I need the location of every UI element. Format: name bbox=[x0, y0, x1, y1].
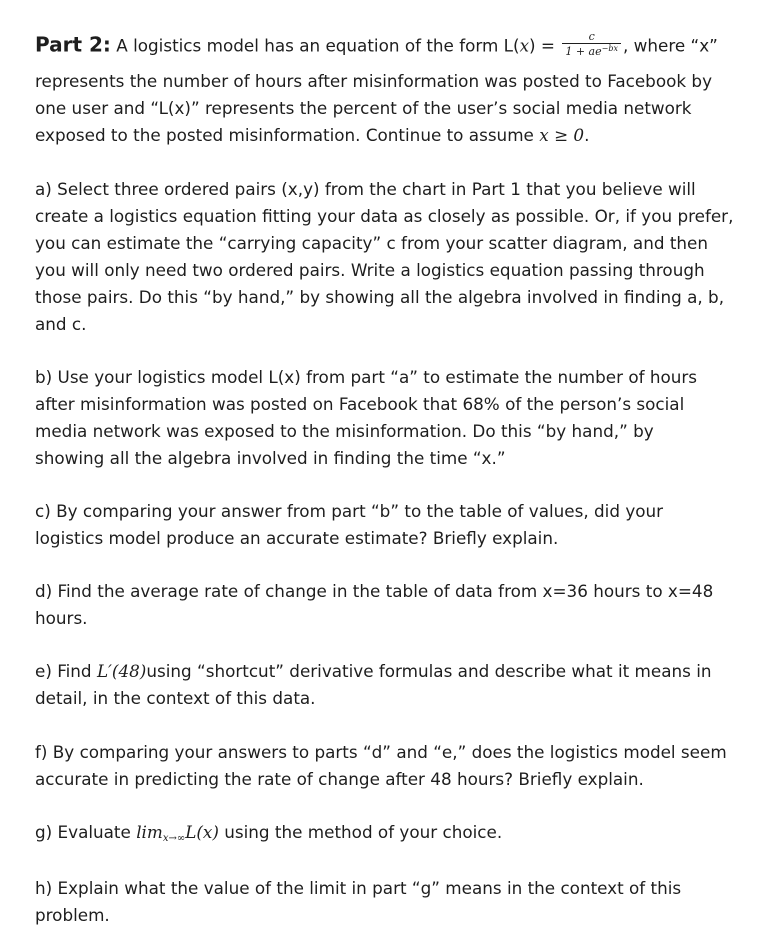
part2-intro-a: A logistics model has an equation of the form L( bbox=[116, 35, 520, 56]
part-f-line: accurate in predicting the rate of change after 48 hours? Briefly explain. bbox=[35, 769, 644, 789]
part-a-line: a) Select three ordered pairs (x,y) from the chart in Part 1 that you believe will bbox=[35, 179, 696, 199]
part2-line4-math: x ≥ 0 bbox=[539, 125, 585, 145]
fraction-numerator: c bbox=[588, 30, 595, 43]
part-a-line: you will only need two ordered pairs. Write a logistics equation passing through bbox=[35, 260, 705, 280]
part-d-line: d) Find the average rate of change in the table of data from x=36 hours to x=48 bbox=[35, 581, 714, 601]
part2-intro-b: ) = bbox=[529, 35, 555, 56]
part-a-line: those pairs. Do this “by hand,” by showing all the algebra involved in finding a, b, bbox=[35, 287, 725, 307]
part-g-suffix: using the method of your choice. bbox=[224, 822, 503, 842]
part2-intro-line-3: one user and “L(x)” represents the percent of the user’s social media network bbox=[35, 98, 692, 118]
part-a-line: and c. bbox=[35, 314, 87, 334]
part-e-line-1 bbox=[35, 660, 712, 682]
part-e-derivative: L′(48) bbox=[96, 661, 147, 681]
part-b-line: b) Use your logistics model L(x) from part “a” to estimate the number of hours bbox=[35, 367, 698, 387]
part-g-lim: lim bbox=[136, 822, 163, 842]
part2-var-x: x bbox=[519, 35, 530, 56]
part2-intro-line-1 bbox=[35, 32, 718, 61]
part-a-line: you can estimate the “carrying capacity” c from your scatter diagram, and then bbox=[35, 233, 709, 253]
part-h-line: h) Explain what the value of the limit in part “g” means in the context of this bbox=[35, 878, 682, 898]
part2-line4-text: exposed to the posted misinformation. Continue to assume bbox=[35, 125, 534, 145]
part-c-line: c) By comparing your answer from part “b” to the table of values, did your bbox=[35, 501, 664, 521]
part-a-line: create a logistics equation fitting your data as closely as possible. Or, if you prefer, bbox=[35, 206, 734, 226]
part-b-line: media network was exposed to the misinformation. Do this “by hand,” by bbox=[35, 421, 654, 441]
part-h-line: problem. bbox=[35, 905, 110, 925]
part-g-lim-subscript: x→∞ bbox=[162, 833, 186, 844]
part2-intro-c: , where “x” bbox=[622, 35, 718, 56]
part-e-suffix: using “shortcut” derivative formulas and describe what it means in bbox=[146, 661, 712, 681]
denominator-base: 1 + ae bbox=[565, 45, 602, 58]
logistic-fraction bbox=[562, 30, 621, 59]
part-b-line: showing all the algebra involved in finding the time “x.” bbox=[35, 448, 506, 468]
denominator-exponent: −bx bbox=[601, 44, 618, 53]
part-c-line: logistics model produce an accurate estimate? Briefly explain. bbox=[35, 528, 559, 548]
part2-intro-line-2: represents the number of hours after misinformation was posted to Facebook by bbox=[35, 71, 713, 91]
part2-title: Part 2: bbox=[35, 32, 111, 57]
part-g-prefix: g) Evaluate bbox=[35, 822, 131, 842]
part-d-line: hours. bbox=[35, 608, 88, 628]
part-e-line-2: detail, in the context of this data. bbox=[35, 688, 316, 708]
part-f-line: f) By comparing your answers to parts “d” and “e,” does the logistics model seem bbox=[35, 742, 727, 762]
part2-line4-period: . bbox=[584, 125, 590, 145]
part-b-line: after misinformation was posted on Facebook that 68% of the person’s social bbox=[35, 394, 685, 414]
fraction-denominator bbox=[562, 43, 621, 59]
part-g-line bbox=[35, 821, 502, 850]
part2-intro-line-4 bbox=[35, 124, 589, 146]
part-e-prefix: e) Find bbox=[35, 661, 92, 681]
part-g-function: L(x) bbox=[185, 822, 219, 842]
